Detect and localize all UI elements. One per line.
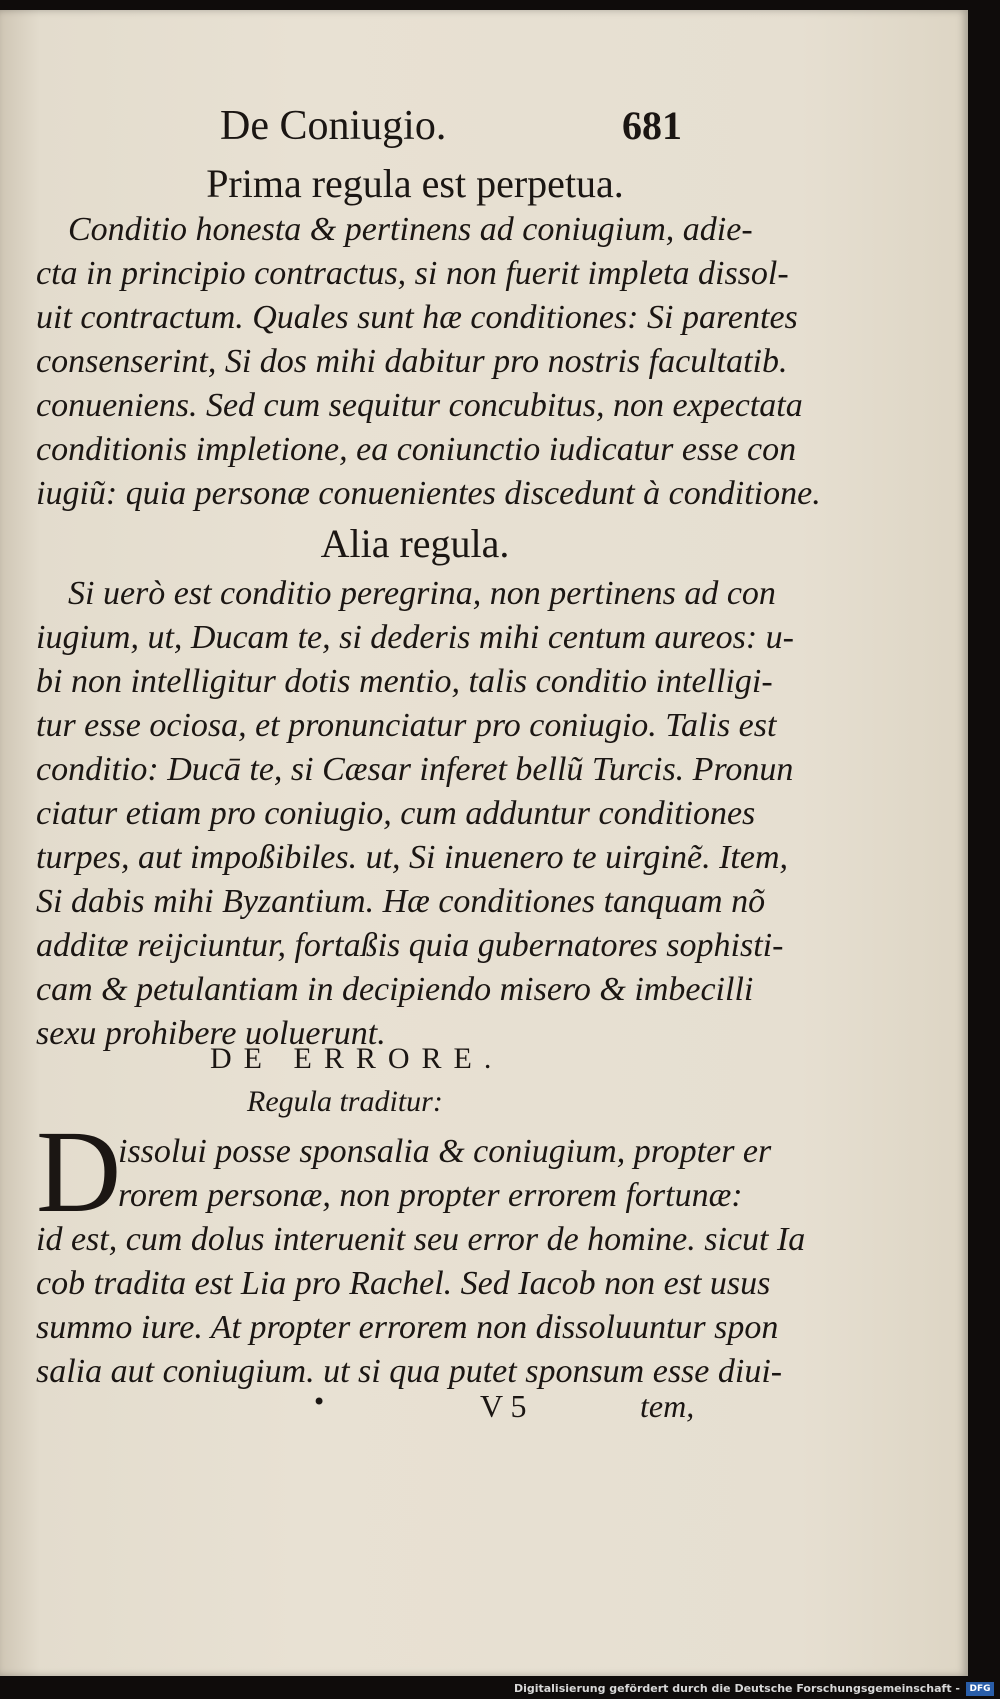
text-line: ciatur etiam pro coniugio, cum adduntur conditiones <box>36 795 756 832</box>
text-line: id est, cum dolus interuenit seu error de homine. sicut Ia <box>36 1221 806 1258</box>
text-line: additæ reijciuntur, fortaßis quia gubernatores sophisti- <box>36 927 784 964</box>
section-heading-prima-regula: Prima regula est perpetua. <box>206 161 624 206</box>
text-line: sexu prohibere uoluerunt. <box>36 1015 386 1052</box>
text-line: Si dabis mihi Byzantium. Hæ conditiones tanquam nõ <box>36 883 766 920</box>
drop-cap-initial: D <box>36 1106 122 1237</box>
book-page <box>0 10 968 1676</box>
text-line: consenserint, Si dos mihi dabitur pro nostris facultatib. <box>36 343 788 380</box>
text-line: Conditio honesta & pertinens ad coniugium, adie- <box>68 211 753 248</box>
text-line: conueniens. Sed cum sequitur concubitus, non expectata <box>36 387 803 424</box>
text-line: summo iure. At propter errorem non dissoluuntur spon <box>36 1309 779 1346</box>
text-line: cta in principio contractus, si non fuerit impleta dissol- <box>36 255 789 292</box>
running-head: De Coniugio. <box>220 103 447 149</box>
text-line: turpes, aut impoßibiles. ut, Si inuenero te uirginẽ. Item, <box>36 839 789 876</box>
text-line: iugium, ut, Ducam te, si dederis mihi centum aureos: u- <box>36 619 794 656</box>
page-number: 681 <box>622 103 682 148</box>
section-heading-alia-regula: Alia regula. <box>320 521 510 566</box>
subheading-regula-traditur: Regula traditur: <box>247 1085 443 1118</box>
text-line: cam & petulantiam in decipiendo misero & imbecilli <box>36 971 754 1008</box>
text-line: Si uerò est conditio peregrina, non pertinens ad con <box>68 575 776 612</box>
digitization-credit: Digitalisierung gefördert durch die Deutsche Forschungsgemeinschaft - <box>513 1682 960 1695</box>
text-line: iugiũ: quia personæ conuenientes discedunt à conditione. <box>36 475 821 512</box>
text-line: conditionis impletione, ea coniunctio iudicatur esse con <box>36 431 797 468</box>
dfg-logo: DFG <box>966 1682 994 1696</box>
text-line: bi non intelligitur dotis mentio, talis conditio intelligi- <box>36 663 773 700</box>
signature-mark: V 5 <box>480 1388 527 1424</box>
text-line: salia aut coniugium. ut si qua putet sponsum esse diui- <box>36 1353 783 1390</box>
catchword: tem, <box>640 1388 695 1424</box>
text-line: rorem personæ, non propter errorem fortunæ: <box>118 1177 743 1214</box>
section-heading-de-errore: DE ERRORE. <box>210 1042 504 1075</box>
text-line: cob tradita est Lia pro Rachel. Sed Iacob non est usus <box>36 1265 771 1302</box>
printer-mark: • <box>312 1388 327 1416</box>
text-line: uit contractum. Quales sunt hæ conditiones: Si parentes <box>36 299 798 336</box>
text-line: issolui posse sponsalia & coniugium, propter er <box>118 1133 772 1170</box>
text-line: tur esse ociosa, et pronunciatur pro coniugio. Talis est <box>36 707 777 744</box>
text-line: conditio: Ducā te, si Cæsar inferet bellũ Turcis. Pronun <box>36 751 794 788</box>
